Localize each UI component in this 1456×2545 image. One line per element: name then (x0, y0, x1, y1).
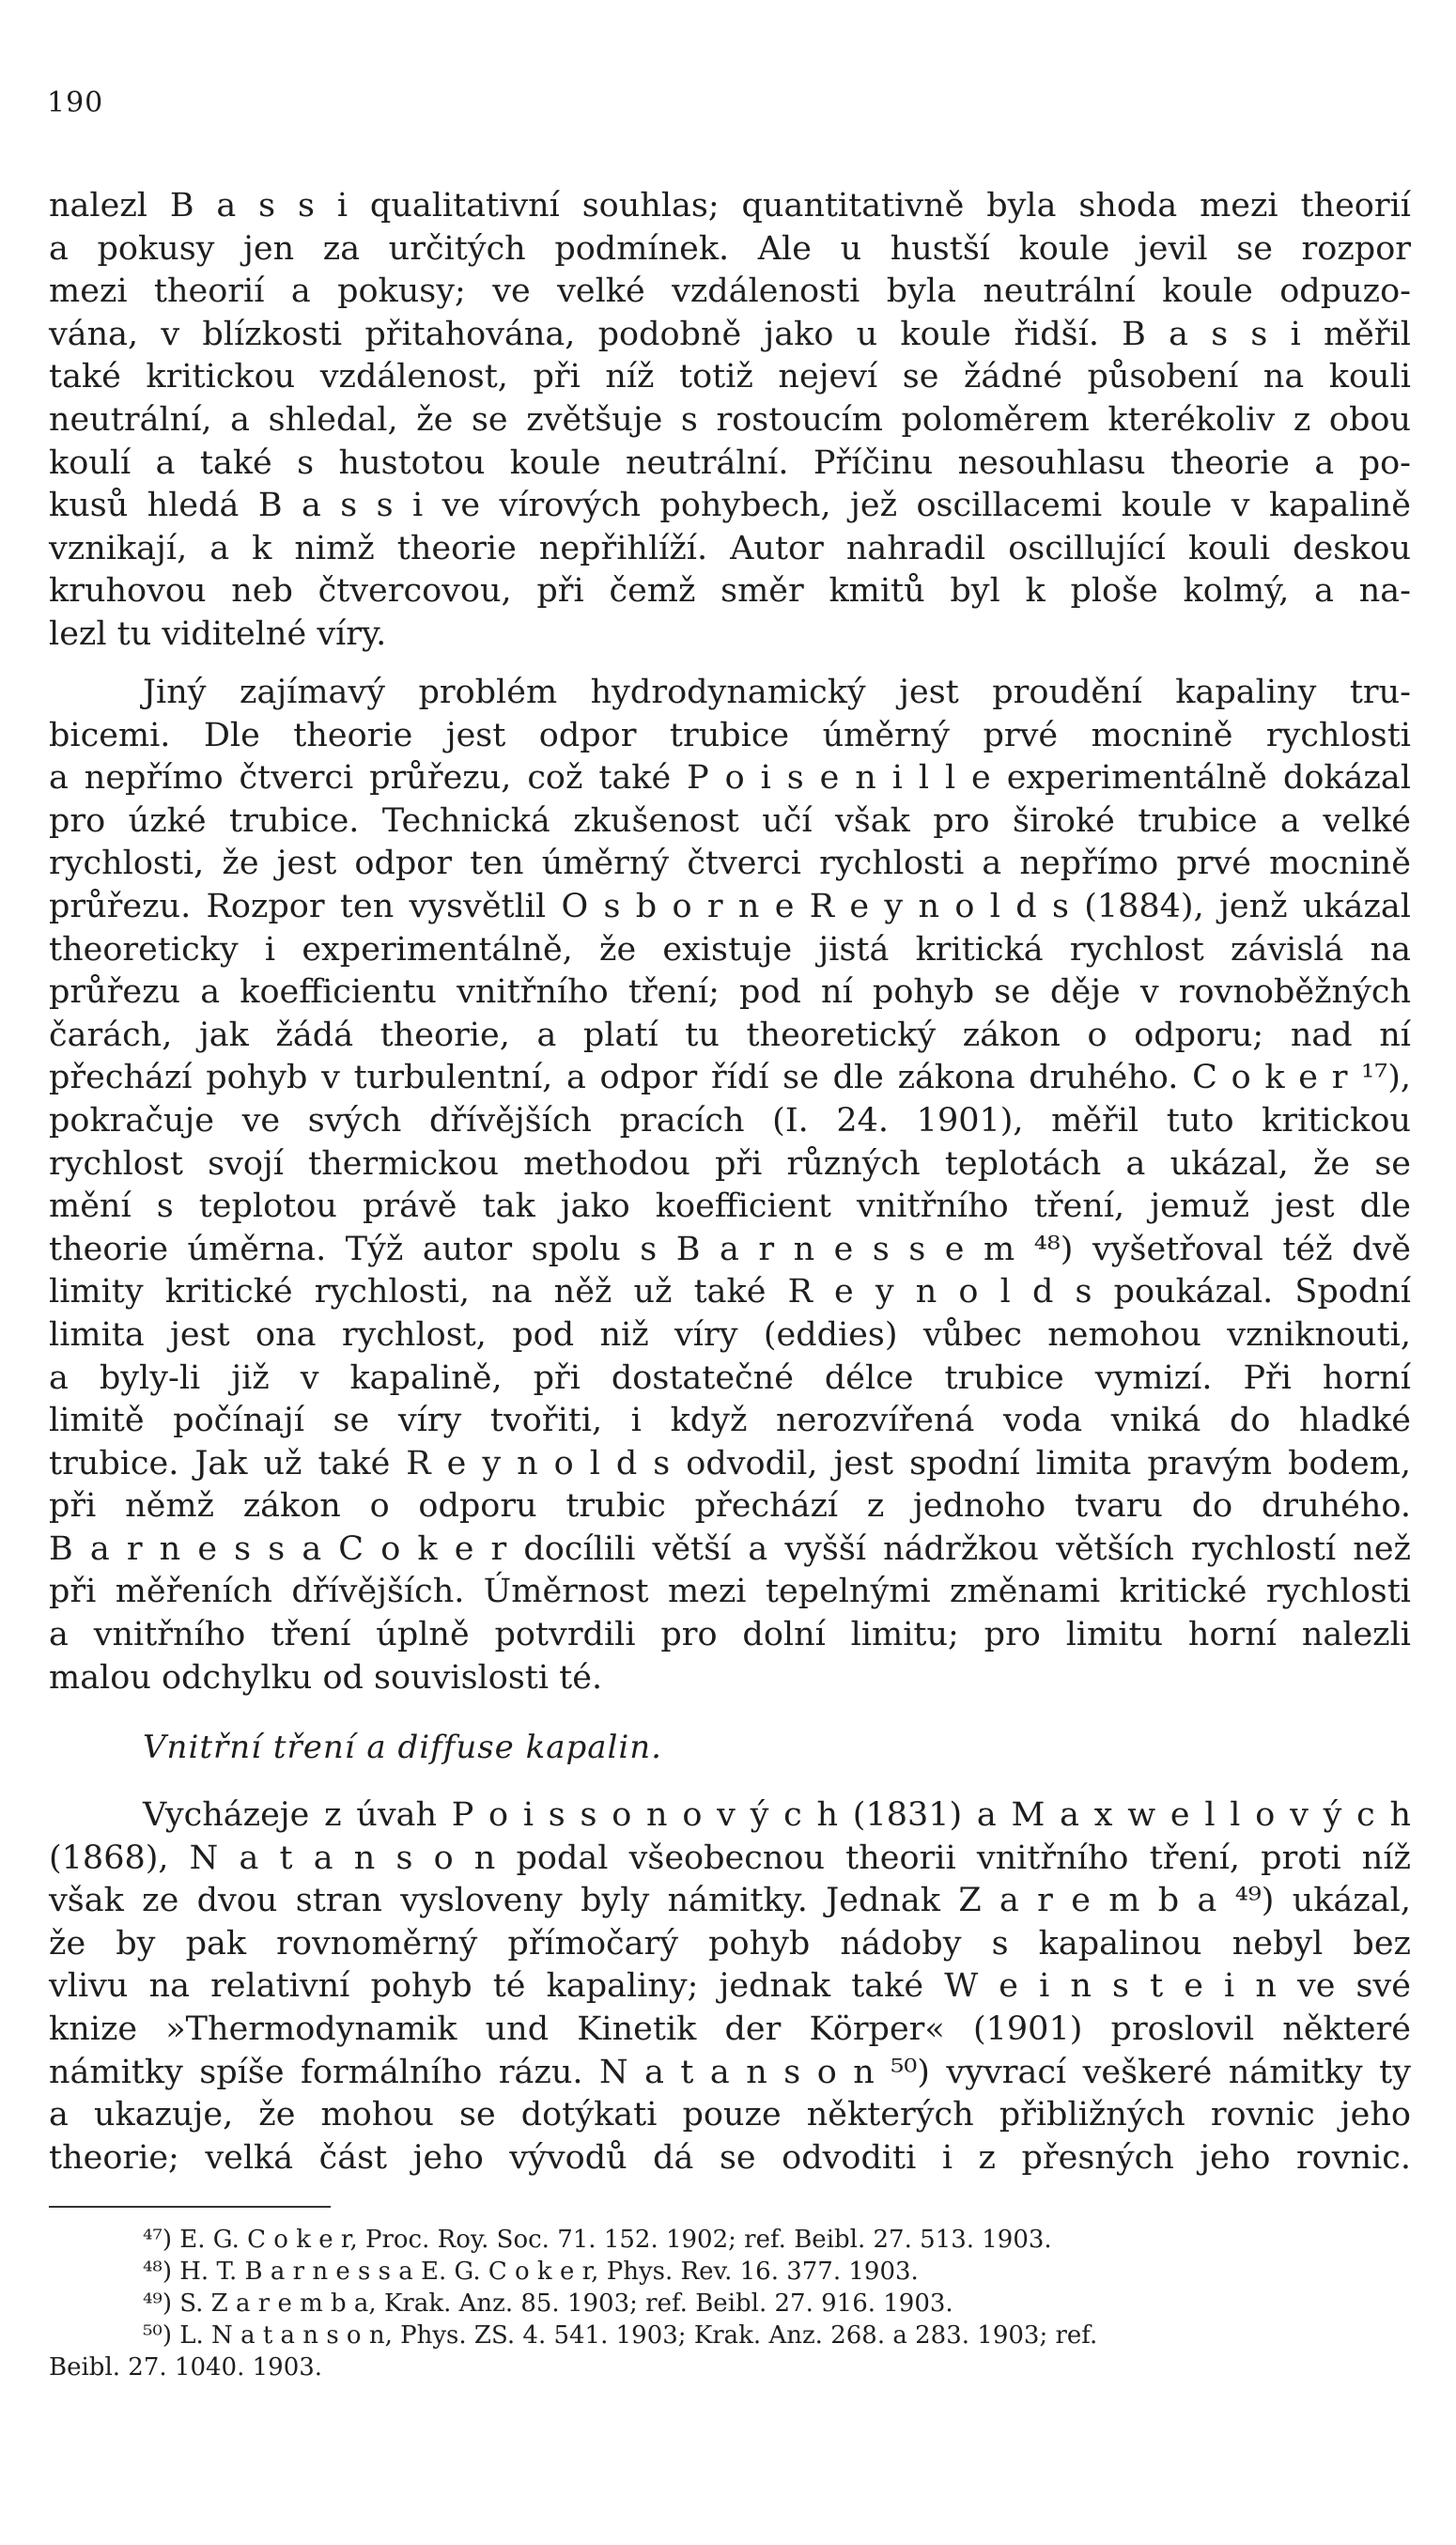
text-line: při měřeních dřívějších. Úměrnost mezi tepelnými změnami kritické rychlosti (49, 1573, 1411, 1611)
text-line: při němž zákon o odporu trubic přechází z jednoho tvaru do druhého. (49, 1487, 1411, 1526)
text-line: a byly-li již v kapalině, při dostatečné délce trubice vymizí. Při horní (49, 1358, 1411, 1397)
text-line: a ukazuje, že mohou se dotýkati pouze některých přibližných rovnic jeho (49, 2096, 1411, 2134)
footnote: ⁴⁷) E. G. C o k e r, Proc. Roy. Soc. 71. 152. 1902; ref. Beibl. 27. 513. 1903. (143, 2226, 1052, 2254)
text-line: mezi theorií a pokusy; ve velké vzdálenosti byla neutrální koule odpuzo- (49, 272, 1411, 311)
text-line: rychlosti, že jest odpor ten úměrný čtverci rychlosti a nepřímo prvé mocnině (49, 845, 1411, 883)
text-line: vznikají, a k nimž theorie nepřihlíží. Autor nahradil oscillující kouli deskou (49, 529, 1411, 567)
paragraph-1 (49, 185, 1411, 657)
text-line: theorie; velká část jeho vývodů dá se odvoditi i z přesných jeho rovnic. (49, 2138, 1411, 2177)
text-line: Jiný zajímavý problém hydrodynamický jest proudění kapaliny tru- (143, 674, 1411, 711)
text-line: však ze dvou stran vysloveny byly námitky. Jednak Z a r e m b a ⁴⁹) ukázal, (49, 1882, 1411, 1920)
text-line: průřezu. Rozpor ten vysvětlil O s b o r n e R e y n o l d s (1884), jenž ukázal (49, 887, 1411, 925)
text-line: kusů hledá B a s s i ve vírových pohybech, jež oscillacemi koule v kapalině (49, 487, 1411, 525)
text-line: mění s teplotou právě tak jako koefficient vnitřního tření, jemuž jest dle (49, 1187, 1411, 1226)
text-line: a pokusy jen za určitých podmínek. Ale u hustší koule jevil se rozpor (49, 229, 1411, 268)
text-line: theoreticky i experimentálně, že existuje jistá kritická rychlost závislá na (49, 930, 1411, 969)
text-line: knize »Thermodynamik und Kinetik der Körper« (1901) proslovil některé (49, 2010, 1411, 2048)
text-line: pokračuje ve svých dřívějších pracích (I. 24. 1901), měřil tuto kritickou (49, 1101, 1411, 1140)
text-line: B a r n e s s a C o k e r docílili větší a vyšší nádržkou větších rychlostí než (49, 1529, 1411, 1568)
footnote: ⁴⁹) S. Z a r e m b a, Krak. Anz. 85. 1903; ref. Beibl. 27. 916. 1903. (143, 2289, 953, 2318)
text-line: (1868), N a t a n s o n podal všeobecnou theorii vnitřního tření, proti níž (49, 1839, 1411, 1877)
text-line: vána, v blízkosti přitahována, podobně jako u koule řidší. B a s s i měřil (49, 315, 1411, 353)
footnotes (49, 2224, 1411, 2383)
footnote: ⁵⁰) L. N a t a n s o n, Phys. ZS. 4. 541. 1903; Krak. Anz. 268. a 283. 1903; ref. (143, 2321, 1098, 2350)
text-line: že by pak rovnoměrný přímočarý pohyb nádoby s kapalinou nebyl bez (49, 1924, 1411, 1963)
text-line: rychlost svojí thermickou methodou při různých teplotách a ukázal, že se (49, 1144, 1411, 1183)
text-line: limitě počínají se víry tvořiti, i když nerozvířená voda vniká do hladké (49, 1402, 1411, 1440)
text-line: trubice. Jak už také R e y n o l d s odvodil, jest spodní limita pravým bodem, (49, 1444, 1411, 1482)
paragraph-3 (49, 1794, 1411, 2180)
footnote: ⁴⁸) H. T. B a r n e s s a E. G. C o k e r, Phys. Rev. 16. 377. 1903. (143, 2258, 919, 2286)
text-line: lezl tu viditelné víry. (49, 614, 387, 653)
footnote-continuation: Beibl. 27. 1040. 1903. (49, 2353, 323, 2382)
text-line: přechází pohyb v turbulentní, a odpor řídí se dle zákona druhého. C o k e r ¹⁷), (49, 1059, 1411, 1097)
text-line: nalezl B a s s i qualitativní souhlas; quantitativně byla shoda mezi theorií (49, 187, 1411, 225)
text-line: a vnitřního tření úplně potvrdili pro dolní limitu; pro limitu horní nalezli (49, 1616, 1411, 1654)
text-line: čarách, jak žádá theorie, a platí tu theoretický zákon o odporu; nad ní (49, 1016, 1411, 1054)
text-line: také kritickou vzdálenost, při níž totiž nejeví se žádné působení na kouli (49, 358, 1411, 396)
text-line: námitky spíše formálního rázu. N a t a n s o n ⁵⁰) vyvrací veškeré námitky ty (49, 2053, 1411, 2091)
page-number: 190 (47, 86, 104, 119)
text-line: pro úzké trubice. Technická zkušenost učí však pro široké trubice a velké (49, 801, 1411, 840)
paragraph-2 (49, 672, 1411, 1699)
section-heading: Vnitřní tření a diffuse kapalin. (143, 1729, 662, 1766)
text-line: malou odchylku od souvislosti té. (49, 1658, 603, 1697)
text-line: neutrální, a shledal, že se zvětšuje s rostoucím poloměrem kterékoliv z obou (49, 400, 1411, 439)
text-line: limity kritické rychlosti, na něž už také R e y n o l d s poukázal. Spodní (49, 1273, 1411, 1311)
footnote-divider (49, 2206, 331, 2208)
text-line: průřezu a koefficientu vnitřního tření; pod ní pohyb se děje v rovnoběžných (49, 973, 1411, 1012)
text-line: a nepřímo čtverci průřezu, což také P o i s e n i l l e experimentálně dokázal (49, 759, 1411, 798)
text-line: kruhovou neb čtvercovou, při čemž směr kmitů byl k ploše kolmý, a na- (49, 572, 1411, 611)
text-line: bicemi. Dle theorie jest odpor trubice úměrný prvé mocnině rychlosti (49, 716, 1411, 754)
text-line: koulí a také s hustotou koule neutrální. Příčinu nesouhlasu theorie a po- (49, 443, 1411, 482)
text-line: Vycházeje z úvah P o i s s o n o v ý c h (1831) a M a x w e l l o v ý c h (143, 1796, 1411, 1834)
text-line: vlivu na relativní pohyb té kapaliny; jednak také W e i n s t e i n ve své (49, 1967, 1411, 2006)
text-line: limita jest ona rychlost, pod niž víry (eddies) vůbec nemohou vzniknouti, (49, 1315, 1411, 1354)
text-line: theorie úměrna. Týž autor spolu s B a r n e s s e m ⁴⁸) vyšetřoval též dvě (49, 1230, 1411, 1268)
